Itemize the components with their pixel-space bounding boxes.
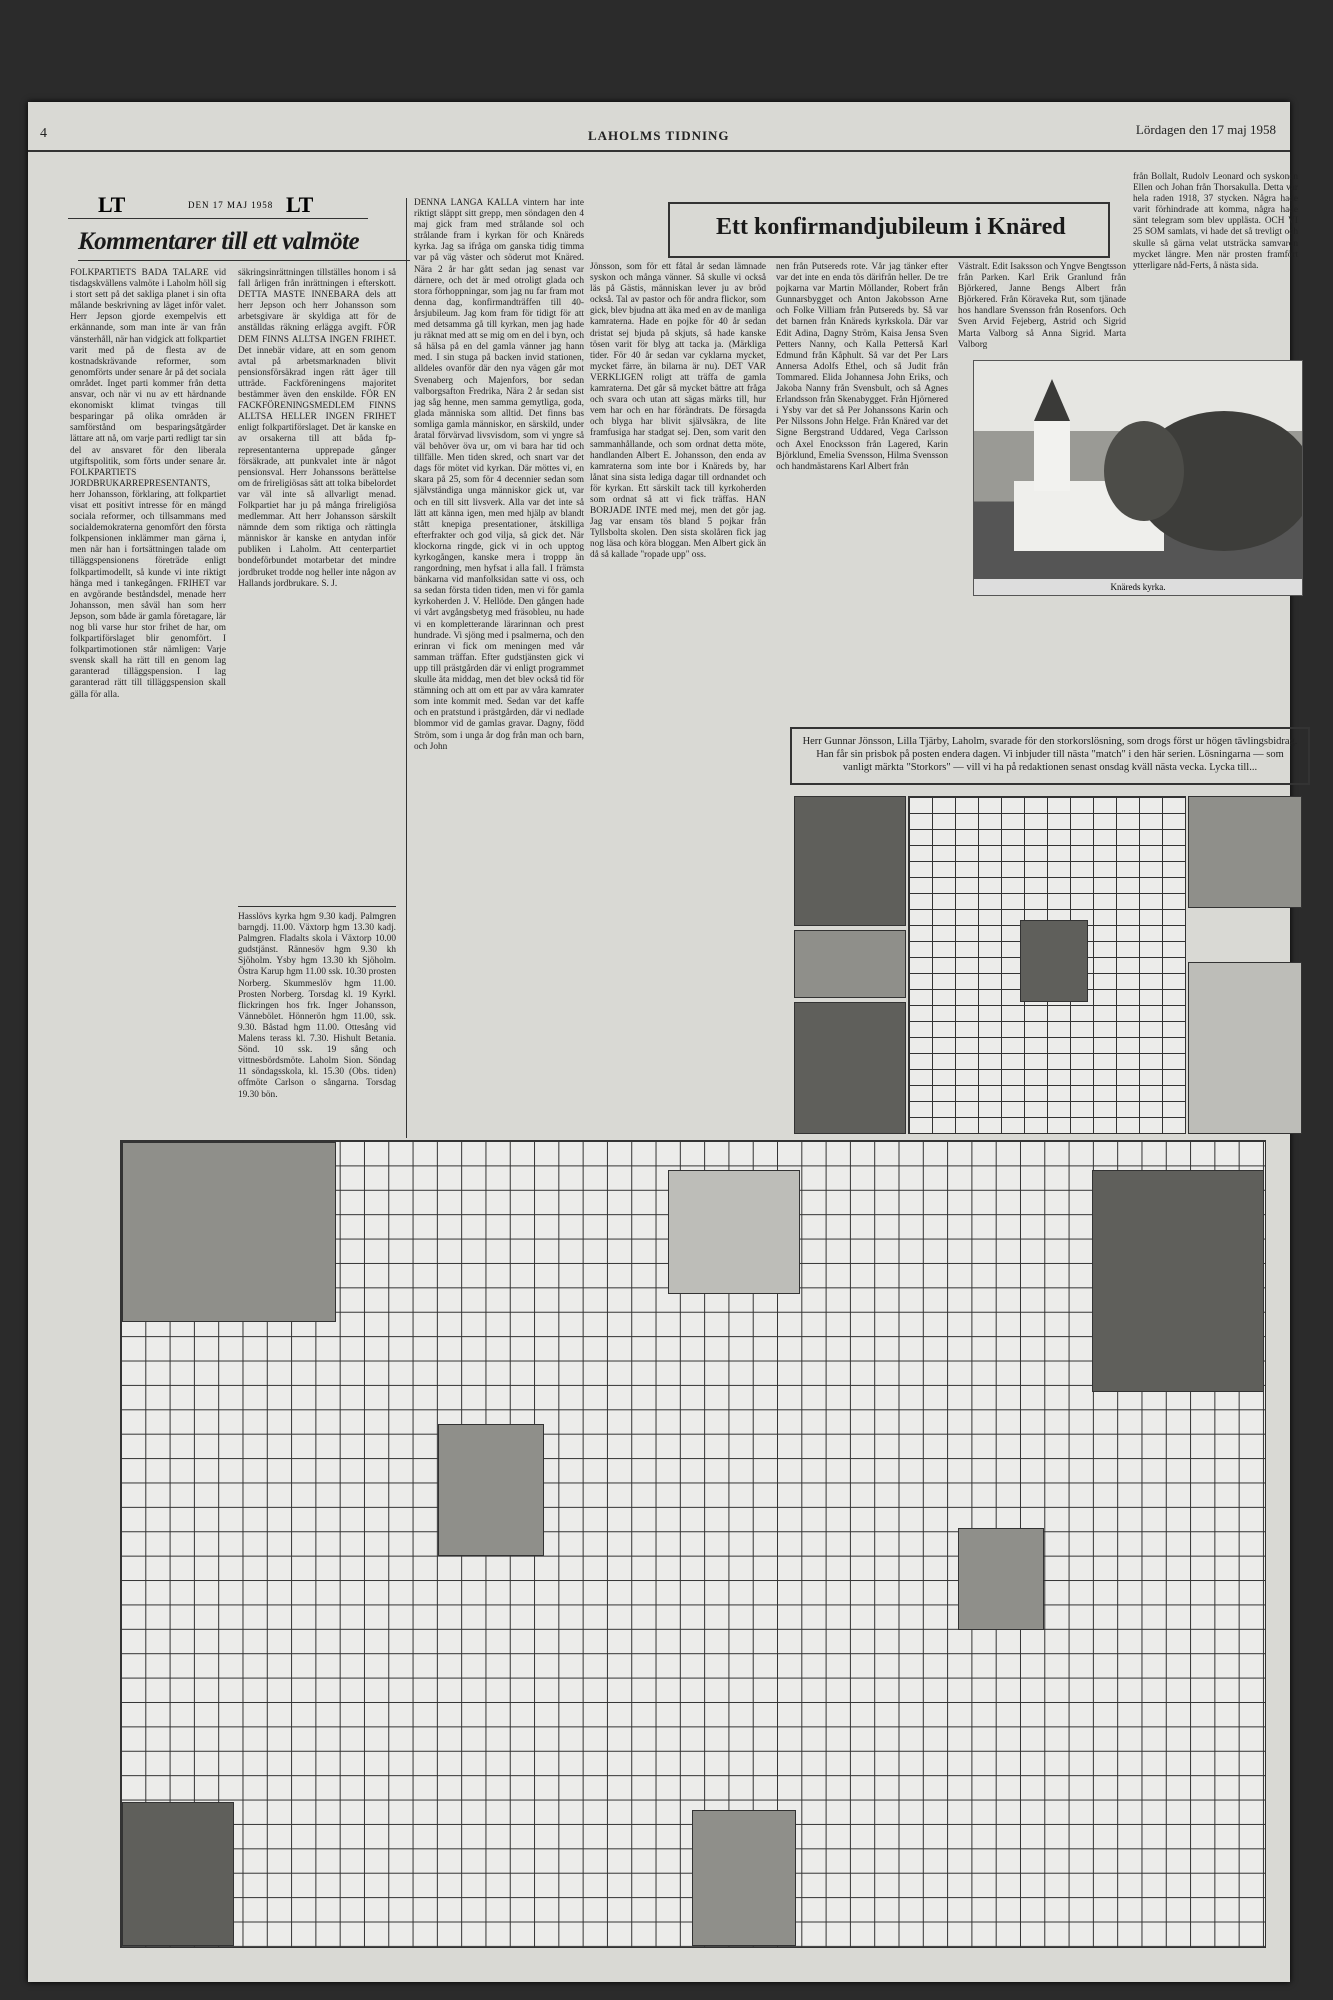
newspaper-page <box>28 102 1298 1982</box>
portrait-photo <box>794 1002 906 1134</box>
knared-column-a: Jönsson, som för ett fåtal år sedan lämnade syskon och många vänner. Så skulle vi också läs på Gästis, människan lever ju av bröd också. Tal av pastor och för andra flickor, som gick, blev bjudna att äka med en av de manliga kamraterna. Hade en pojke för 40 år sedan dristat sej bjuda på skjuts, så hade kanske tösen varit för blyg att tacka ja. (Märkliga tider. För 40 år sedan var cyklarna mycket, mycket färre, än bilarna är nu). DET VAR VERKLIGEN roligt att träffa de gamla kamraterna. Det går så mycket bättre att fråga och svara och utan att sägas märks till, hur vem har och en har förändrats. De försagda och blyga har blivit självsäkra, de lite framfusiga har stadgat sej. Den, som varit den sammanhållande, och som ordnat detta möte, handlanden Albert E. Johansson, den enda av kamraterna som inte bor i Knäreds by, har lånat sina sista lediga dagar till ordnandet och för kyrkan. Ett särskilt tack till kyrkoherden som ordnat så att vi fick träffas. HAN BORJADE INTE med mej, men det gör jag. Jag var ensam tös bland 5 pojkar från Tyllsbolta skolen. Den sista skolåren fick jag nog läsa och köra bloggan. Men Albert gick än då så kallade "ropade upp" oss. <box>590 262 766 561</box>
portrait-photo <box>1020 920 1088 1002</box>
crossword-photo-viking <box>438 1424 544 1556</box>
knared-column-d: från Bollalt, Rudolv Leonard och syskonen Ellen och Johan från Thorsakulla. Detta var hela raden 1918, 37 stycken. Några hade varit förhindrade att komma, några hade sänt telegram som blev upplästa. OCH VI 25 SOM samlats, vi hade det så trevligt och skulle så gärna velat utsträcka samvaron mycket längre. Men när prosten framfört ytterligare nåd-Ferts, å nästa sida. <box>1133 172 1298 271</box>
divider <box>78 260 410 261</box>
trees <box>1104 421 1184 521</box>
editorial-title: Kommentarer till ett valmöte <box>78 228 360 255</box>
crossword-photo-women <box>122 1142 336 1322</box>
crossword-photo-man-smoking <box>122 1802 234 1946</box>
lt-date: DEN 17 MAJ 1958 <box>188 200 274 210</box>
knared-title: Ett konfirmandjubileum i Knäred <box>716 214 1066 240</box>
divider <box>238 906 396 907</box>
church-illustration <box>974 361 1302 579</box>
church-photo <box>973 360 1303 596</box>
portrait-photo <box>1188 962 1302 1134</box>
church-tower <box>1034 421 1070 491</box>
crossword-photo-hand <box>958 1528 1044 1630</box>
middle-article: DENNA LANGA KALLA vintern har inte riktigt släppt sitt grepp, men söndagen den 4 maj gick fram med strålande sol och strålande fram i kyrkan för och Knäreds kyrka. Jag sa ifråga om ganska tidig timma var på väg väster och söderut mot Knäred. Nära 2 år har gått sedan jag senast var därnere, och det är med otroligt glada och stora förhoppningar, som jag nu far fram mot denna dag, konfirmandträffen till 40-årsjubileum. Jag kom fram för tidigt för att med detsamma gå till kyrkan, men jag hade ju räknat med att se mig om en del i byn, och så hälsa på en del gamla vänner jag hann med. I sin stuga på backen invid stationen, alldeles ovanför där den nya vägen går mot Svenaberg och Majenfors, bor sedan valborgsafton Fredrika, Nära 2 år sedan sist jag såg henne, men samma gemytliga, goda, glada människa som alltid. Det finns bas somliga gamla människor, en särskild, under åratal förvärvad livsvisdom, som vi yngre så väl behöver öva ur, om vi bara har tid och tillfälle. Men tiden skred, och snart var det dags för mötet vid kyrkan. Där möttes vi, en skara på 25, som för 4 decennier sedan som självständiga unga människor gick ut, var och en till sitt livsverk. Alla var det inte så lätt att känna igen, men med hjälp av blandt stått knepiga presentationer, ätskilliga efterfrakter och god vilja, så gick det. När klockorna ringde, gick vi in och upptog kyrkogången, kanske mera i troppp än rangordning, men hyfsat i alla fall. I främsta bänkarna vid manfolksidan satte vi oss, och sa sedan första tiden tiden, men vi för gamla kyrkoherden J. V. Hellöde. Den gången hade vi vårt avgångsbetyg med fräsobleu, nu hade vi en kompletterande lärarinnan och prest hundrade. Vi sjöng med i psalmerna, och den erinran vi fick om meningen med vår samman träffan. Efter gudstjänsten gick vi upp till prästgården där vi enligt programmet skulle äta middag, men det blev också tid för stämning och att om ett par av våra kamrater som inte kommit med. Sedan var det kaffe och en pratstund i prästgården, där vi nedlade blommor vid de gamlas gravar. Dagny, född Ström, som i unga år dog från man och barn, och John <box>414 198 584 752</box>
church-spire <box>1034 379 1070 421</box>
knared-title-box <box>668 202 1110 258</box>
issue-date: Lördagen den 17 maj 1958 <box>1135 122 1276 137</box>
lt-column-header <box>68 192 368 219</box>
portrait-photo <box>794 796 906 926</box>
knared-column-c: Västralt. Edit Isaksson och Yngve Bengtsson från Parken. Karl Erik Granlund från Björkered, Janne Bengs Albert från Björkered. Från Köraveka Rut, som tjänade hos handlare Svensson från Rosenfors. Och Sven Arvid Fejeberg, Astrid och Sigrid Marta Valborg så Anna Sigrid. Marta Valborg <box>958 262 1126 350</box>
lt-left-label: LT <box>98 192 126 217</box>
church-notices: Hasslövs kyrka hgm 9.30 kadj. Palmgren barngdj. 11.00. Växtorp hgm 13.30 kadj. Palmgren. Fladalts skola i Växtorp 10.00 gudstjänst. Rännesöv hgm 9.30 kh Sjöholm. Ysby hgm 13.30 kh Sjöholm. Östra Karup hgm 11.00 ssk. 10.30 prosten Norberg. Skummeslöv hgm 11.00. Prosten Norberg. Torsdag kl. 19 Kyrkl. flickringen hos frk. Inger Johansson, Vännebölet. Hönnerön hgm 11.00, ssk. 9.30. Båstad hgm 11.00. Ottesång vid Malens terass kl. 7.30. Hishult Betania. Sönd. 10 ssk. 19 sång och vittnesbördsmöte. Laholm Sion. Söndag 11 söndagsskola, kl. 15.30 (Obs. tiden) offmöte Carlson o sångarna. Torsdag 19.30 bön. <box>238 912 396 1100</box>
contest-announcement: Herr Gunnar Jönsson, Lilla Tjärby, Laholm, svarade för den storkorslösning, som drogs först ur högen tävlingsbidrag. Han får sin prisbok på posten endera dagen. Vi inbjuder till nästa "match" i den här serien. Lösningarna — som vanligt märkta "Storkors" — vill vi ha på redaktionen senast onsdag kväll nästa vecka. Lycka till... <box>790 727 1310 785</box>
page-header <box>28 120 1290 152</box>
portrait-photo <box>794 930 906 998</box>
column-rule <box>406 198 407 1138</box>
editorial-column-1: FOLKPARTIETS BADA TALARE vid tisdagskvällens valmöte i Laholm höll sig i stort sett på det sakliga planet i sin ofta målande beskrivning av läget inför valet. Herr Jepson gjorde exempelvis ett erkännande, som man inte är van från vänsterhåll, när han vidgick att folkpartiet varit med på de flesta av de kostnadskrävande reformer, som genomförts under senare år på det sociala området. Inget parti kommer från detta ansvar, och när vi nu av ett härdnande ekonomiskt klimat tvingas till besparingar på olika områden är samförstånd om besparingsåtgärder lättare att nå, om varje parti redligt tar sin del av ansvaret för den liberala utgiftspolitik, som förts under senare år. FOLKPARTIETS JORDBRUKARREPRESENTANTS, herr Johansson, förklaring, att folkpartiet visat ett positivt intresse för en mängd sociala reformer, och tillsammans med socialdemokraterna genomfört den första folkpensionen inklämmer man gärna i, men när han i fortsättningen talade om tilläggspensionens företräde enligt folkpartimodellt, så kunde vi inte riktigt hänga med i tankegången. FRIHET var en avgörande beståndsdel, menade herr Johansson, men såväl han som herr Jepson, som både är gamla företagare, lär nog bli varse hur stor frihet de har, om folkpartiförslaget blir genomfört. I folkpartimotionen står nämligen: Varje svensk skall ha rätt till en genom lag garanterad tilläggspension. I lag garanterad rätt till tilläggspension skall gälla för alla. <box>70 268 226 700</box>
crossword-cartoon <box>668 1170 800 1294</box>
crossword-photo-woman <box>692 1810 796 1946</box>
page-number: 4 <box>40 126 47 141</box>
lt-right-label: LT <box>286 192 314 217</box>
editorial-column-2: säkringsinrättningen tillställes honom i så fall årligen från inrättningen i efterskott. DETTA MASTE INNEBARA dels att herr Jepson och herr Johansson som arbetsgivare är skyldiga att för de anställdas räkning erlägga avgift. FÖR DEM FINNS ALLTSA INGEN FRIHET. Det innebär vidare, att en som genom avtal på arbetsmarknaden blivit pensionsförsäkrad ingen rätt äger till utträde. Fackföreningens majoritet bestämmer även den enskilde. FÖR EN FACKFÖRENINGSMEDLEM FINNS ALLTSA HELLER INGEN FRIHET enligt folkpartiförslaget. Det är kanske en av orsakerna till att båda fp-representanterna upprepade gånger försäkrade, att punkvalet inte är något pensionsval. Herr Johanssons berättelse om de frireligiösas sätt att tolka bibelordet var väl inte så allvarligt menad. Folkpartiet har ju på många frireligiösa medlemmar. Att herr Johansson särskilt nämnde dem som riktiga och rättingla människor är kanske en antydan inför publiken i Laholm. Att centerpartiet bondeförbundet motarbetar det mindre jordbruket trodde nog heller inte någon av Hallands jordbrukare. S. J. <box>238 268 396 589</box>
crossword-photo-man <box>1092 1170 1264 1392</box>
portrait-photo <box>1188 796 1302 908</box>
church-photo-caption: Knäreds kyrka. <box>974 579 1302 595</box>
knared-column-b: nen från Putsereds rote. Vår jag tänker efter var det inte en enda tös därifrån heller. De tre pojkarna var Martin Möllander, Robert från Gunnarsbygget och Anton Jakobsson Arne och Folke Villiam från Putsereds by. Så var det barnen från Knäreds kyrkskola. Där var Edit Adina, Dagny Ström, Kaisa Jensa Sven Petters Nanny, och Kalla Petterså Karl Edmund från Kåphult. Så var det Per Lars Annersa Adolfs Ethel, och så Judit från Tommared. Elida Johannesa John Eriks, och Jakoba Nanny från Svensbult, och så Agnes Erlandsson från Skenabygget. Från Hjörnered i Ysby var det så Per Johanssons Karin och Per Nilssons John Helge. Från Knäred var det Signe Bergstrand Uddared, Vega Carlsson och Axel Enocksson från Lagered, Karin Björklund, Emelia Svensson, Hilma Svensson och handmästarens Karl Albert från <box>776 262 948 472</box>
masthead: LAHOLMS TIDNING <box>588 128 730 143</box>
